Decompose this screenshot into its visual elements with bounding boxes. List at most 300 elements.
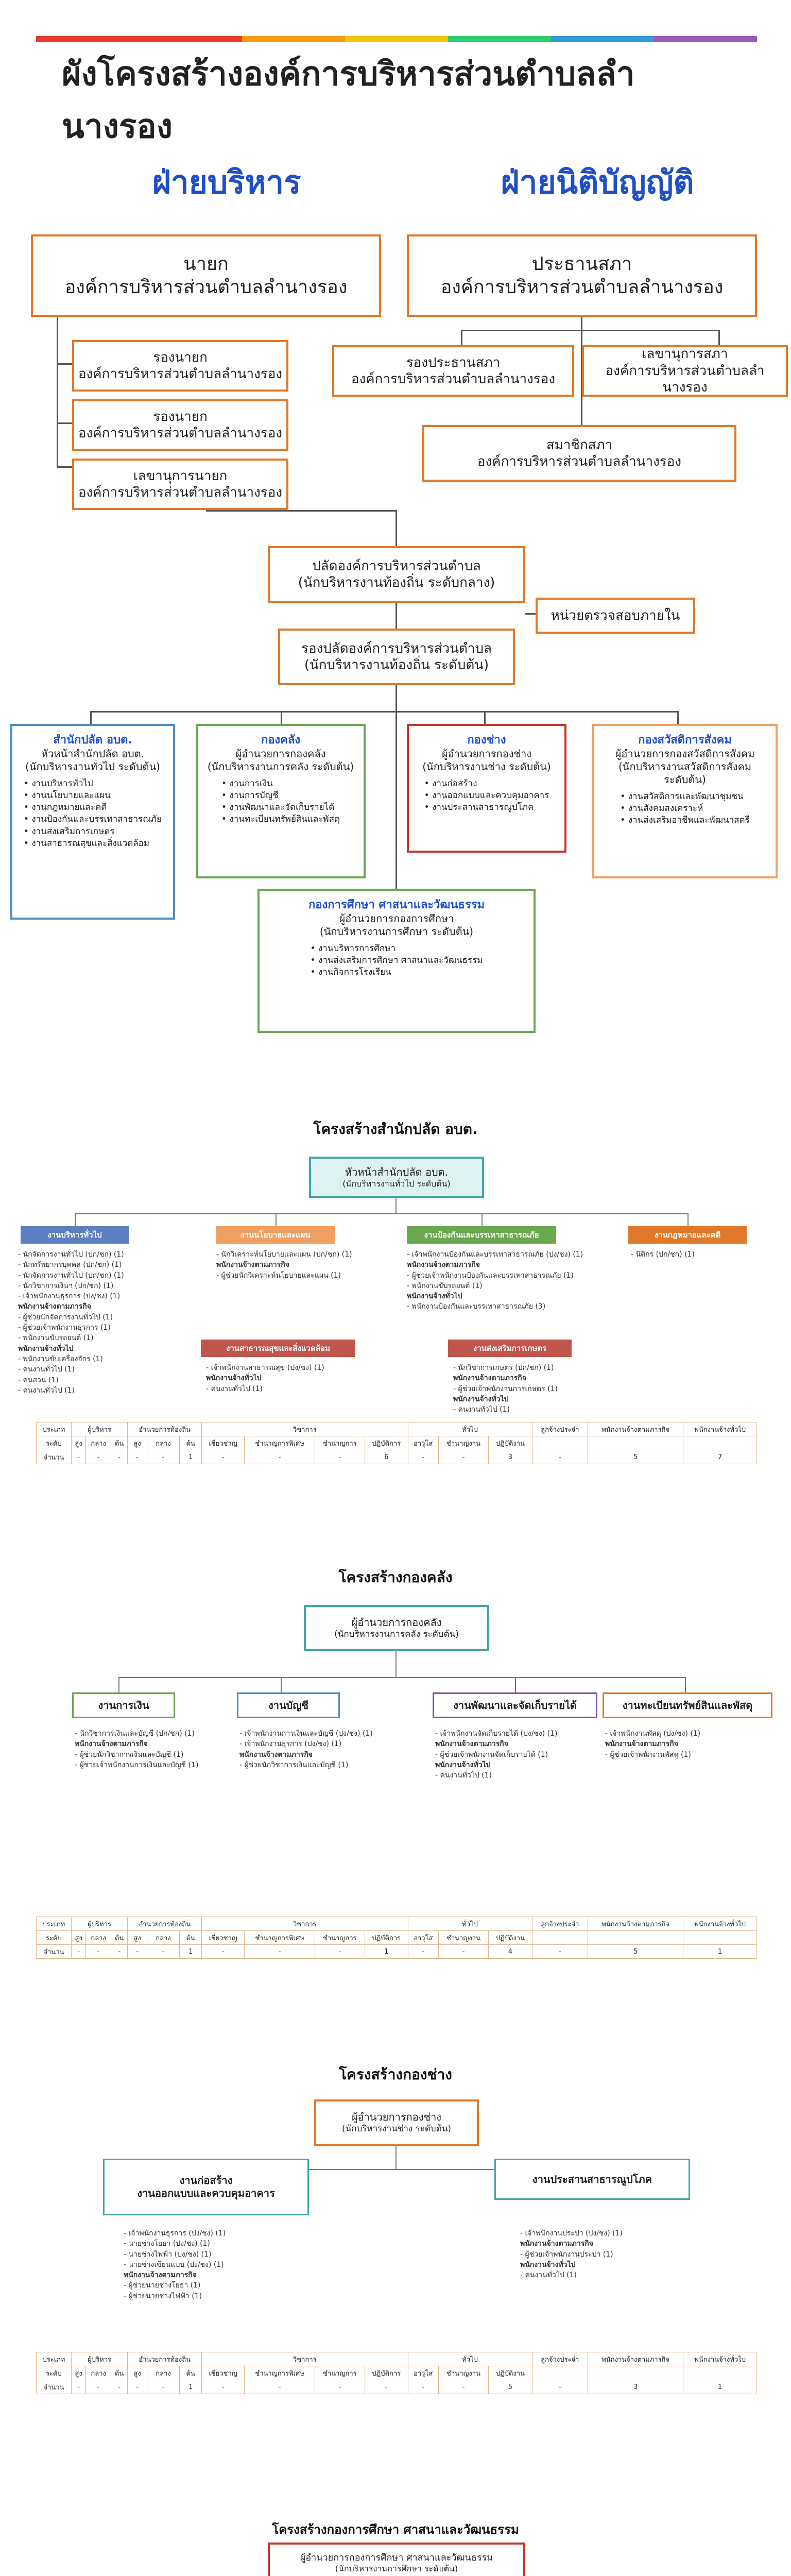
s1-unit-general: งานบริหารทั่วไป bbox=[21, 1226, 129, 1244]
text-line: - คนงานทั่วไป (1) bbox=[520, 2271, 577, 2280]
unit-label: งานบัญชี bbox=[268, 1699, 308, 1711]
s1-unit-agri: งานส่งเสริมการเกษตร bbox=[448, 1340, 572, 1357]
table-cell: ผู้บริหาร bbox=[71, 1422, 128, 1436]
connector bbox=[685, 1677, 686, 1692]
table-cell: ต้น bbox=[180, 1931, 202, 1945]
s3-unit-utility bbox=[494, 2159, 690, 2200]
table-cell: ทั่วไป bbox=[408, 1917, 532, 1931]
table-cell: 1 bbox=[365, 1945, 408, 1959]
s1-unit-policy: งานนโยบายและแผน bbox=[216, 1226, 335, 1244]
text-line: - คนงานทั่วไป (1) bbox=[206, 1384, 263, 1393]
deputy1-box bbox=[72, 340, 288, 392]
text-line: - นักวิชาการเกษตร (ปก/ชก) (1) bbox=[453, 1364, 554, 1372]
deputy2-title: รองนายก bbox=[153, 409, 208, 425]
table-cell: - bbox=[86, 1450, 111, 1464]
connector bbox=[281, 1677, 282, 1692]
text-line: พนักงานจ้างตามภารกิจ bbox=[75, 1740, 148, 1749]
unit-label: งานก่อสร้าง bbox=[179, 2174, 233, 2187]
table-cell: ต้น bbox=[180, 1436, 202, 1450]
table-cell: ปฏิบัติการ bbox=[365, 1436, 408, 1450]
connector bbox=[525, 613, 536, 615]
table-cell: อำนวยการท้องถิ่น bbox=[128, 2352, 202, 2366]
table-cell: จำนวน bbox=[37, 2380, 72, 2394]
table-cell: ต้น bbox=[111, 1436, 127, 1450]
division-item-list bbox=[424, 777, 549, 815]
division-title: กองช่าง bbox=[467, 734, 506, 747]
table-cell: - bbox=[147, 1450, 180, 1464]
s4-head-box bbox=[268, 2543, 525, 2576]
text-line: - พนักงานขับเครื่องจักร (1) bbox=[18, 1354, 103, 1363]
s4-head-title: ผู้อำนวยการกองการศึกษา ศาสนาและวัฒนธรรม bbox=[300, 2552, 493, 2563]
list-item: • งานสาธารณสุขและสิ่งแวดล้อม bbox=[23, 838, 150, 849]
table-cell: - bbox=[315, 2380, 365, 2394]
division-head: ผู้อำนวยการกองการศึกษา bbox=[339, 912, 454, 925]
table-cell: - bbox=[128, 2380, 147, 2394]
text-line: - นักวิชาการเงินและบัญชี (ปก/ชก) (1) bbox=[75, 1730, 195, 1738]
table-cell: เชี่ยวชาญ bbox=[202, 1931, 245, 1945]
table-cell: 4 bbox=[489, 1945, 532, 1959]
table-cell: 1 bbox=[180, 1450, 202, 1464]
table-cell: ชำนาญการพิเศษ bbox=[245, 1931, 315, 1945]
list-item: • งานส่งเสริมการศึกษา ศาสนาและวัฒนธรรม bbox=[310, 955, 483, 965]
connector bbox=[484, 711, 486, 724]
division-title: กองสวัสดิการสังคม bbox=[638, 734, 732, 747]
text-line: พนักงานจ้างตามภารกิจ bbox=[216, 1261, 289, 1269]
s1-list-law bbox=[631, 1249, 695, 1260]
table-cell: พนักงานจ้างตามภารกิจ bbox=[588, 1422, 683, 1436]
list-item: • งานส่งเสริมอาชีพและพัฒนาสตรี bbox=[620, 815, 750, 825]
council-member-box bbox=[422, 425, 736, 482]
table-cell: - bbox=[71, 1450, 85, 1464]
table-cell: ลูกจ้างประจำ bbox=[532, 1422, 588, 1436]
s2-staff-table bbox=[36, 1917, 757, 1959]
table-cell: ต้น bbox=[111, 2366, 127, 2380]
table-cell: - bbox=[532, 2380, 588, 2394]
table-cell bbox=[532, 1436, 588, 1450]
s3-head-box bbox=[314, 2099, 479, 2146]
table-cell: - bbox=[86, 2380, 111, 2394]
table-cell: ปฏิบัติงาน bbox=[489, 1931, 532, 1945]
list-item: • งานการเงิน bbox=[221, 778, 273, 789]
table-cell: 5 bbox=[588, 1450, 683, 1464]
connector bbox=[57, 317, 58, 466]
division-title: กองคลัง bbox=[261, 734, 301, 747]
connector bbox=[396, 711, 397, 889]
text-line: - คนงานทั่วไป (1) bbox=[453, 1405, 510, 1414]
deputy-chief-title: รองปลัดองค์การบริหารส่วนตำบล bbox=[301, 640, 492, 656]
connector bbox=[396, 510, 397, 546]
chief-admin-level: (นักบริหารงานท้องถิ่น ระดับกลาง) bbox=[298, 575, 495, 590]
text-line: พนักงานจ้างตามภารกิจ bbox=[18, 1302, 91, 1311]
table-cell: อาวุโส bbox=[408, 1436, 438, 1450]
connector bbox=[90, 711, 677, 713]
table-cell: - bbox=[128, 1450, 147, 1464]
table-cell: ลูกจ้างประจำ bbox=[532, 1917, 588, 1931]
division-item-list bbox=[310, 942, 483, 979]
council-title: ฝ่ายนิติบัญญัติ bbox=[501, 163, 694, 201]
color-bar-orange bbox=[242, 36, 345, 42]
list-item: • งานทะเบียนทรัพย์สินและพัสดุ bbox=[221, 814, 340, 825]
counts-row bbox=[37, 2380, 757, 2394]
division-item-list bbox=[24, 777, 162, 851]
connector bbox=[118, 1677, 685, 1678]
text-line: พนักงานจ้างตามภารกิจ bbox=[435, 1740, 508, 1749]
text-line: - เจ้าพนักงานธุรการ (ปง/ชง) (1) bbox=[124, 2229, 226, 2238]
text-line: - นายช่างเขียนแบบ (ปง/ชง) (1) bbox=[124, 2260, 224, 2269]
section-title: โครงสร้างกองช่าง bbox=[339, 2066, 452, 2083]
table-cell: ปฏิบัติการ bbox=[365, 2366, 408, 2380]
text-line: พนักงานจ้างตามภารกิจ bbox=[605, 1740, 678, 1749]
table-cell: - bbox=[202, 1945, 245, 1959]
council-chair-title: ประธานสภา bbox=[531, 253, 632, 275]
s1-unit-health: งานสาธารณสุขและสิ่งแวดล้อม bbox=[201, 1340, 355, 1357]
table-cell: สูง bbox=[128, 1931, 147, 1945]
mayor-secretary-org: องค์การบริหารส่วนตำบลลำนางรอง bbox=[78, 485, 283, 500]
table-cell: พนักงานจ้างทั่วไป bbox=[683, 1917, 757, 1931]
connector bbox=[118, 1677, 119, 1692]
s2-list-revenue bbox=[435, 1728, 558, 1781]
table-cell: จำนวน bbox=[37, 1450, 72, 1464]
table-cell: - bbox=[408, 1945, 438, 1959]
division-head: ผู้อำนวยการกองสวัสดิการสังคม bbox=[615, 747, 755, 760]
text-line: - นิติกร (ปก/ชก) (1) bbox=[631, 1250, 695, 1259]
table-cell: - bbox=[408, 1450, 438, 1464]
division-item-list bbox=[221, 777, 340, 826]
table-cell: - bbox=[147, 1945, 180, 1959]
audit-box bbox=[536, 598, 695, 634]
color-bar-red bbox=[36, 36, 242, 42]
text-line: พนักงานจ้างทั่วไป bbox=[435, 1760, 491, 1769]
connector bbox=[57, 466, 72, 468]
table-cell: ลูกจ้างประจำ bbox=[532, 2352, 588, 2366]
text-line: - คนงานทั่วไป (1) bbox=[435, 1771, 492, 1780]
table-cell: พนักงานจ้างทั่วไป bbox=[683, 2352, 757, 2366]
s2-head-level: (นักบริหารงานการคลัง ระดับต้น) bbox=[334, 1629, 459, 1639]
table-cell: - bbox=[532, 1945, 588, 1959]
division-office-box bbox=[10, 724, 175, 920]
section-title: โครงสร้างกองคลัง bbox=[338, 1569, 453, 1586]
list-item: • งานสวัสดิการและพัฒนาชุมชน bbox=[620, 791, 744, 802]
table-cell: 1 bbox=[180, 1945, 202, 1959]
s1-unit-law: งานกฎหมายและคดี bbox=[628, 1226, 747, 1244]
connector bbox=[396, 2146, 397, 2169]
text-line: - ผู้ช่วยเจ้าพนักงานป้องกันและบรรเทาสาธารณภัย (1) bbox=[407, 1271, 574, 1280]
table-cell: วิชาการ bbox=[202, 1422, 408, 1436]
text-line: - เจ้าพนักงานป้องกันและบรรเทาสาธารณภัย (ปง/ชง) (1) bbox=[407, 1250, 583, 1259]
text-line: - ผู้ช่วยนักจัดการงานทั่วไป (1) bbox=[18, 1313, 113, 1321]
division-head-level: (นักบริหารงานช่าง ระดับต้น) bbox=[422, 760, 551, 773]
text-line: พนักงานจ้างตามภารกิจ bbox=[407, 1261, 480, 1269]
list-item: • งานพัฒนาและจัดเก็บรายได้ bbox=[221, 802, 335, 812]
division-title: กองการศึกษา ศาสนาและวัฒนธรรม bbox=[308, 899, 485, 911]
table-cell: อาวุโส bbox=[408, 1931, 438, 1945]
text-line: - ผู้ช่วยเจ้าพนักงานพัสดุ (1) bbox=[605, 1750, 691, 1759]
text-line: พนักงานจ้างตามภารกิจ bbox=[124, 2271, 197, 2280]
council-member-title: สมาชิกสภา bbox=[546, 437, 613, 453]
table-cell: 1 bbox=[683, 2380, 757, 2394]
table-cell: กลาง bbox=[86, 2366, 111, 2380]
connector bbox=[515, 1677, 516, 1692]
deputy-chief-box bbox=[278, 629, 515, 685]
division-item-list bbox=[620, 790, 749, 827]
text-line: - คนงานทั่วไป (1) bbox=[18, 1365, 75, 1374]
table-cell: อาวุโส bbox=[408, 2366, 438, 2380]
division-head-level: (นักบริหารงานทั่วไป ระดับต้น) bbox=[25, 760, 160, 773]
council-member-org: องค์การบริหารส่วนตำบลลำนางรอง bbox=[477, 454, 682, 469]
table-cell bbox=[588, 1436, 683, 1450]
s3-staff-table bbox=[36, 2352, 757, 2394]
table-cell: - bbox=[111, 1945, 127, 1959]
table-cell: - bbox=[202, 2380, 245, 2394]
table-cell: สูง bbox=[128, 1436, 147, 1450]
text-line: - คนงานทั่วไป (1) bbox=[18, 1386, 75, 1395]
table-cell: ระดับ bbox=[37, 1931, 72, 1945]
text-line: - พนักงานขับรถยนต์ (1) bbox=[407, 1281, 483, 1290]
list-item: • งานกฎหมายและคดี bbox=[23, 802, 107, 812]
connector bbox=[396, 685, 397, 711]
list-item: • งานการบัญชี bbox=[221, 790, 279, 801]
s4-head-level: (นักบริหารงานการศึกษา ระดับต้น) bbox=[335, 2564, 458, 2574]
deputy1-org: องค์การบริหารส่วนตำบลลำนางรอง bbox=[78, 366, 283, 382]
table-cell: ชำนาญงาน bbox=[438, 2366, 488, 2380]
table-cell: ชำนาญการพิเศษ bbox=[245, 1436, 315, 1450]
unit-label: งานประสานสาธารณูปโภค bbox=[532, 2173, 652, 2185]
text-line: พนักงานจ้างตามภารกิจ bbox=[520, 2240, 593, 2248]
text-line: - เจ้าพนักงานจัดเก็บรายได้ (ปง/ชง) (1) bbox=[435, 1730, 558, 1738]
table-cell: กลาง bbox=[86, 1931, 111, 1945]
table-cell: วิชาการ bbox=[202, 1917, 408, 1931]
table-cell: 1 bbox=[180, 2380, 202, 2394]
connector bbox=[396, 603, 397, 629]
list-item: • งานกิจการโรงเรียน bbox=[310, 967, 391, 977]
table-cell: - bbox=[71, 2380, 85, 2394]
s1-head-title: หัวหน้าสำนักปลัด อบต. bbox=[345, 1165, 449, 1178]
s2-list-assets bbox=[605, 1728, 700, 1760]
text-line: - นักวิชาการเงินฯ (ปก/ชก) (1) bbox=[18, 1281, 114, 1290]
council-chair-org: องค์การบริหารส่วนตำบลลำนางรอง bbox=[440, 277, 724, 298]
table-cell: วิชาการ bbox=[202, 2352, 408, 2366]
text-line: - นักจัดการงานทั่วไป (ปก/ชก) (1) bbox=[18, 1250, 124, 1259]
mayor-secretary-box bbox=[72, 459, 288, 510]
table-cell: สูง bbox=[71, 1436, 85, 1450]
s2-unit-revenue bbox=[433, 1692, 597, 1718]
counts-row bbox=[37, 1945, 757, 1959]
connector bbox=[687, 1213, 689, 1226]
connector bbox=[396, 1198, 397, 1213]
text-line: - เจ้าพนักงานการเงินและบัญชี (ปง/ชง) (1) bbox=[239, 1730, 373, 1738]
table-cell: - bbox=[245, 1450, 315, 1464]
list-item: • งานส่งเสริมการเกษตร bbox=[23, 826, 115, 837]
table-cell: - bbox=[532, 1450, 588, 1464]
mayor-org: องค์การบริหารส่วนตำบลลำนางรอง bbox=[64, 277, 348, 298]
division-head-level: (นักบริหารงานการคลัง ระดับต้น) bbox=[207, 760, 354, 773]
unit-label: งานการเงิน bbox=[98, 1699, 149, 1711]
mayor-secretary-title: เลขานุการนายก bbox=[133, 468, 228, 484]
exec-title: ฝ่ายบริหาร bbox=[152, 163, 301, 201]
counts-row bbox=[37, 1450, 757, 1464]
table-cell: - bbox=[111, 2380, 127, 2394]
table-cell: 5 bbox=[588, 1945, 683, 1959]
chief-admin-title: ปลัดองค์การบริหารส่วนตำบล bbox=[312, 558, 481, 574]
table-cell: 7 bbox=[683, 1450, 757, 1464]
vice-chair-title: รองประธานสภา bbox=[406, 354, 501, 370]
connector bbox=[396, 1651, 397, 1677]
table-cell: ปฏิบัติการ bbox=[365, 1931, 408, 1945]
text-line: - พนักงานป้องกันและบรรเทาสาธารณภัย (3) bbox=[407, 1302, 546, 1311]
s2-unit-cash bbox=[72, 1692, 175, 1718]
council-secretary-box bbox=[582, 345, 788, 397]
division-head-level-2: ระดับต้น) bbox=[664, 773, 706, 786]
text-line: - เจ้าพนักงานประปา (ปง/ชง) (1) bbox=[520, 2229, 623, 2238]
table-cell: กลาง bbox=[147, 2366, 180, 2380]
table-cell: พนักงานจ้างทั่วไป bbox=[683, 1422, 757, 1436]
text-line: - คนสวน (1) bbox=[18, 1376, 59, 1384]
council-secretary-title: เลขานุการสภา bbox=[642, 346, 728, 362]
table-cell: กลาง bbox=[86, 1436, 111, 1450]
connector bbox=[677, 711, 679, 724]
table-cell: ทั่วไป bbox=[408, 1422, 532, 1436]
list-item: • งานประสานสาธารณูปโภค bbox=[424, 802, 534, 812]
division-finance-box bbox=[196, 724, 366, 878]
table-cell: พนักงานจ้างตามภารกิจ bbox=[588, 2352, 683, 2366]
table-cell: ชำนาญการ bbox=[315, 1931, 365, 1945]
connector bbox=[206, 510, 397, 512]
table-cell: ประเภท bbox=[37, 2352, 72, 2366]
table-cell: 5 bbox=[489, 2380, 532, 2394]
table-cell bbox=[683, 1436, 757, 1450]
text-line: พนักงานจ้างทั่วไป bbox=[407, 1292, 462, 1301]
table-cell: - bbox=[438, 2380, 488, 2394]
table-cell: ทั่วไป bbox=[408, 2352, 532, 2366]
mayor-box bbox=[31, 234, 381, 317]
s2-head-title: ผู้อำนวยการกองคลัง bbox=[351, 1616, 442, 1629]
list-item: • งานป้องกันและบรรเทาสาธารณภัย bbox=[23, 814, 162, 825]
table-cell: พนักงานจ้างตามภารกิจ bbox=[588, 1917, 683, 1931]
text-line: พนักงานจ้างตามภารกิจ bbox=[453, 1374, 526, 1383]
text-line: - ผู้ช่วยเจ้าพนักงานประปา (1) bbox=[520, 2250, 613, 2259]
table-cell bbox=[532, 1931, 588, 1945]
deputy1-title: รองนายก bbox=[153, 349, 208, 365]
text-line: - นักจัดการงานทั่วไป (ปก/ชก) (1) bbox=[18, 1271, 124, 1280]
s2-head-box bbox=[304, 1605, 489, 1651]
table-cell bbox=[683, 1931, 757, 1945]
connector bbox=[75, 1213, 687, 1214]
text-line: - เจ้าพนักงานพัสดุ (ปง/ชง) (1) bbox=[605, 1730, 701, 1738]
table-cell: กลาง bbox=[147, 1931, 180, 1945]
table-cell: ต้น bbox=[111, 1931, 127, 1945]
color-bar-green bbox=[448, 36, 551, 42]
table-cell: ชำนาญงาน bbox=[438, 1931, 488, 1945]
table-cell: - bbox=[408, 2380, 438, 2394]
text-line: พนักงานจ้างทั่วไป bbox=[18, 1344, 74, 1353]
connector bbox=[281, 711, 282, 724]
table-cell: อำนวยการท้องถิ่น bbox=[128, 1917, 202, 1931]
s1-staff-table bbox=[36, 1422, 757, 1464]
table-cell: จำนวน bbox=[37, 1945, 72, 1959]
council-vice-chair-box bbox=[332, 345, 574, 397]
table-cell: - bbox=[245, 2380, 315, 2394]
text-line: พนักงานจ้างตามภารกิจ bbox=[239, 1750, 313, 1759]
table-cell: - bbox=[147, 2380, 180, 2394]
connector bbox=[57, 422, 72, 424]
audit-label: หน่วยตรวจสอบภายใน bbox=[551, 607, 680, 623]
text-line: - เจ้าพนักงานธุรการ (ปง/ชง) (1) bbox=[18, 1292, 121, 1301]
s1-unit-disaster: งานป้องกันและบรรเทาสาธารณภัย bbox=[407, 1226, 556, 1244]
s2-unit-accounting bbox=[237, 1692, 340, 1718]
text-line: - นายช่างไฟฟ้า (ปง/ชง) (1) bbox=[124, 2250, 212, 2259]
text-line: - ผู้ช่วยนักวิชาการเงินและบัญชี (1) bbox=[239, 1760, 349, 1769]
table-cell: ชำนาญงาน bbox=[438, 1436, 488, 1450]
s3-list-construction bbox=[124, 2228, 226, 2301]
s2-unit-assets bbox=[603, 1692, 772, 1718]
connector bbox=[57, 363, 72, 365]
section-title: โครงสร้างสำนักปลัด อบต. bbox=[313, 1121, 478, 1138]
deputy2-org: องค์การบริหารส่วนตำบลลำนางรอง bbox=[78, 426, 283, 441]
table-cell: ปฏิบัติงาน bbox=[489, 1436, 532, 1450]
connector bbox=[75, 1213, 76, 1226]
s1-head-level: (นักบริหารงานทั่วไป ระดับต้น) bbox=[342, 1178, 451, 1189]
table-cell: ต้น bbox=[180, 2366, 202, 2380]
list-item: • งานก่อสร้าง bbox=[424, 778, 477, 789]
unit-label: งานพัฒนาและจัดเก็บรายได้ bbox=[453, 1699, 577, 1711]
s1-list-general bbox=[18, 1249, 124, 1396]
table-cell: อำนวยการท้องถิ่น bbox=[128, 1422, 202, 1436]
table-cell: ปฏิบัติงาน bbox=[489, 2366, 532, 2380]
color-bar-yellow bbox=[345, 36, 448, 42]
table-cell: 1 bbox=[683, 1945, 757, 1959]
table-cell: - bbox=[315, 1450, 365, 1464]
table-cell bbox=[588, 2366, 683, 2380]
table-cell: - bbox=[315, 1945, 365, 1959]
division-head-level: (นักบริหารงานสวัสดิการสังคม bbox=[618, 760, 752, 773]
table-cell: - bbox=[365, 2380, 408, 2394]
text-line: พนักงานจ้างทั่วไป bbox=[206, 1374, 262, 1383]
table-cell: สูง bbox=[71, 1931, 85, 1945]
text-line: - เจ้าพนักงานสาธารณสุข (ปง/ชง) (1) bbox=[206, 1364, 324, 1372]
s1-head-box bbox=[309, 1157, 484, 1198]
division-head: ผู้อำนวยการกองช่าง bbox=[441, 747, 532, 760]
mayor-title: นายก bbox=[183, 253, 229, 275]
table-cell: ประเภท bbox=[37, 1422, 72, 1436]
deputy-chief-level: (นักบริหารงานท้องถิ่น ระดับต้น) bbox=[304, 657, 489, 673]
table-cell: ชำนาญการ bbox=[315, 1436, 365, 1450]
s2-list-accounting bbox=[239, 1728, 373, 1770]
council-secretary-org: องค์การบริหารส่วนตำบลลำนางรอง bbox=[605, 363, 765, 396]
table-cell: กลาง bbox=[147, 1436, 180, 1450]
text-line: - ผู้ช่วยนักวิชาการเงินและบัญชี (1) bbox=[75, 1750, 184, 1759]
unit-label: งานทะเบียนทรัพย์สินและพัสดุ bbox=[622, 1699, 753, 1711]
text-line: - ผู้ช่วยเจ้าพนักงานธุรการ (1) bbox=[18, 1324, 111, 1332]
list-item: • งานออกแบบและควบคุมอาคาร bbox=[424, 790, 549, 801]
list-item: • งานสังคมสงเคราะห์ bbox=[620, 803, 703, 814]
text-line: - เจ้าพนักงานธุรการ (ปง/ชง) (1) bbox=[239, 1740, 342, 1749]
connector bbox=[90, 711, 92, 724]
text-line: - ผู้ช่วยนายช่างโยธา (1) bbox=[124, 2281, 201, 2290]
table-cell: เชี่ยวชาญ bbox=[202, 2366, 245, 2380]
text-line: - นักทรัพยากรบุคคล (ปก/ชก) (1) bbox=[18, 1261, 122, 1269]
table-cell: - bbox=[202, 1450, 245, 1464]
s1-list-policy bbox=[216, 1249, 352, 1281]
list-item: • งานบริหารการศึกษา bbox=[310, 943, 396, 954]
table-cell: 3 bbox=[489, 1450, 532, 1464]
connector bbox=[482, 1213, 483, 1226]
table-cell: 6 bbox=[365, 1450, 408, 1464]
section-title: โครงสร้างกองการศึกษา ศาสนาและวัฒนธรรม bbox=[272, 2522, 519, 2537]
text-line: พนักงานจ้างทั่วไป bbox=[453, 1395, 509, 1403]
division-welfare-box bbox=[592, 724, 778, 878]
table-cell: ระดับ bbox=[37, 1436, 72, 1450]
connector bbox=[276, 1213, 277, 1226]
